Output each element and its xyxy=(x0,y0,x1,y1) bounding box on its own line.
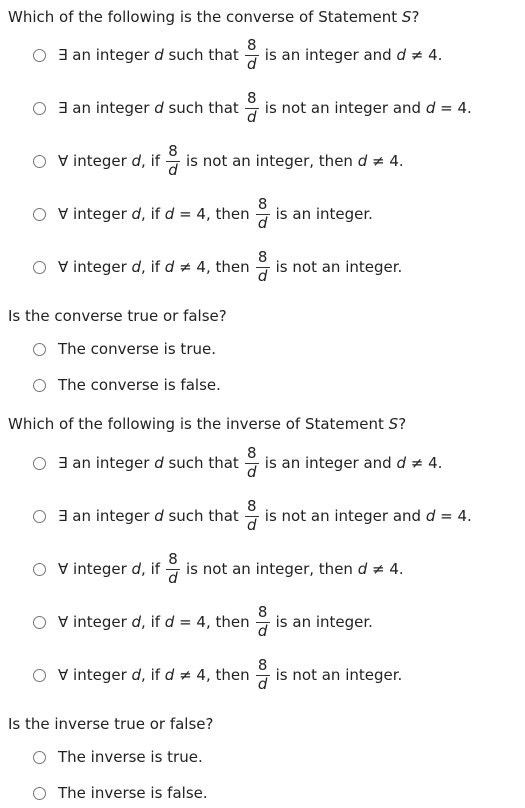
radio-button[interactable] xyxy=(33,379,46,392)
inverse-option-1[interactable]: ∃ an integer d such that $\frac{8}{d}$ is an integer and d ≠ 4. xyxy=(33,441,442,485)
converse-true-option[interactable]: The converse is true. xyxy=(33,339,216,359)
fraction: $\frac{8}{d}$ xyxy=(245,446,259,480)
fraction: $\frac{8}{d}$ xyxy=(245,499,259,533)
converse-truth-prompt: Is the converse true or false? xyxy=(8,307,227,325)
radio-button[interactable] xyxy=(33,510,46,523)
fraction: $\frac{8}{d}$ xyxy=(256,658,270,692)
fraction: $\frac{8}{d}$ xyxy=(256,250,270,284)
converse-option-4[interactable]: ∀ integer d , if d = 4, then $\frac{8}{d}$ is an integer. xyxy=(33,192,373,236)
fraction: $\frac{8}{d}$ xyxy=(166,144,180,178)
inverse-option-4[interactable]: ∀ integer d , if d = 4, then $\frac{8}{d}$ is an integer. xyxy=(33,600,373,644)
inverse-true-option[interactable]: The inverse is true. xyxy=(33,747,203,767)
converse-option-2[interactable]: ∃ an integer d such that $\frac{8}{d}$ is not an integer and d = 4. xyxy=(33,86,472,130)
inverse-option-3[interactable]: ∀ integer d , if $\frac{8}{d}$ is not an integer, then d ≠ 4. xyxy=(33,547,404,591)
inverse-option-5[interactable]: ∀ integer d , if d ≠ 4, then $\frac{8}{d}$ is not an integer. xyxy=(33,653,402,697)
fraction: $\frac{8}{d}$ xyxy=(245,38,259,72)
fraction: $\frac{8}{d}$ xyxy=(256,605,270,639)
inverse-false-option[interactable]: The inverse is false. xyxy=(33,783,208,803)
inverse-truth-prompt: Is the inverse true or false? xyxy=(8,715,214,733)
fraction: $\frac{8}{d}$ xyxy=(245,91,259,125)
converse-option-5[interactable]: ∀ integer d , if d ≠ 4, then $\frac{8}{d}$ is not an integer. xyxy=(33,245,402,289)
radio-button[interactable] xyxy=(33,343,46,356)
radio-button[interactable] xyxy=(33,261,46,274)
inverse-question-prompt: Which of the following is the inverse of Statement S? xyxy=(8,415,407,433)
radio-button[interactable] xyxy=(33,102,46,115)
fraction: $\frac{8}{d}$ xyxy=(166,552,180,586)
inverse-option-2[interactable]: ∃ an integer d such that $\frac{8}{d}$ is not an integer and d = 4. xyxy=(33,494,472,538)
radio-button[interactable] xyxy=(33,208,46,221)
converse-option-1[interactable]: ∃ an integer d such that $\frac{8}{d}$ is an integer and d ≠ 4. xyxy=(33,33,442,77)
radio-button[interactable] xyxy=(33,563,46,576)
converse-question-prompt: Which of the following is the converse of Statement S? xyxy=(8,8,420,26)
converse-option-3[interactable]: ∀ integer d , if $\frac{8}{d}$ is not an integer, then d ≠ 4. xyxy=(33,139,404,183)
radio-button[interactable] xyxy=(33,751,46,764)
radio-button[interactable] xyxy=(33,616,46,629)
fraction: $\frac{8}{d}$ xyxy=(256,197,270,231)
radio-button[interactable] xyxy=(33,669,46,682)
converse-false-option[interactable]: The converse is false. xyxy=(33,375,221,395)
radio-button[interactable] xyxy=(33,49,46,62)
radio-button[interactable] xyxy=(33,155,46,168)
radio-button[interactable] xyxy=(33,787,46,800)
radio-button[interactable] xyxy=(33,457,46,470)
